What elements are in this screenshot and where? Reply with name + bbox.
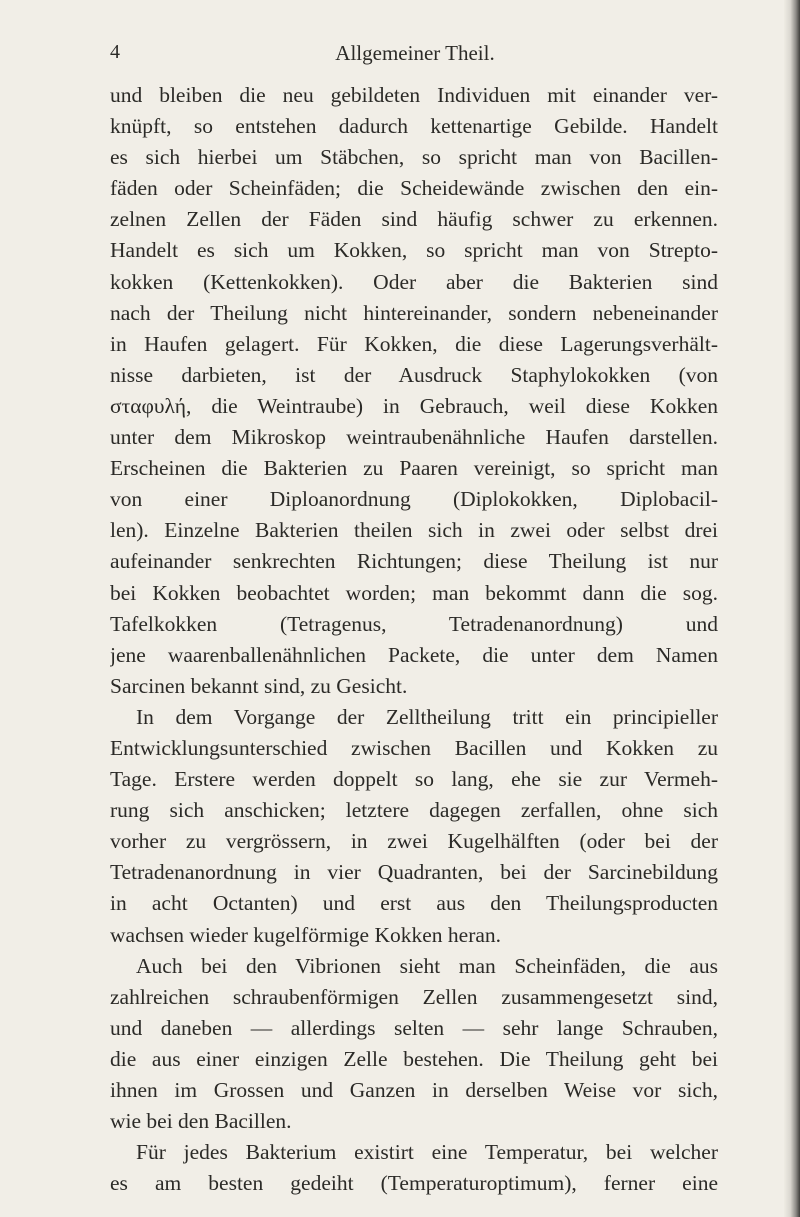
text-line: bei Kokken beobachtet worden; man bekommt dann die sog.: [110, 580, 718, 605]
text-line: die aus einer einzigen Zelle bestehen. Die Theilung geht bei: [110, 1046, 718, 1071]
text-line: nisse darbieten, ist der Ausdruck Staphylokokken (von: [110, 362, 718, 387]
text-line: fäden oder Scheinfäden; die Scheidewände zwischen den ein-: [110, 176, 718, 201]
text-line: Erscheinen die Bakterien zu Paaren vereinigt, so spricht man: [110, 456, 718, 481]
text-line: ihnen im Grossen und Ganzen in derselben Weise vor sich,: [110, 1078, 718, 1102]
text-line: knüpft, so entstehen dadurch kettenartige Gebilde. Handelt: [110, 114, 718, 139]
text-line: und daneben — allerdings selten — sehr lange Schrauben,: [110, 1015, 718, 1040]
text-line: kokken (Kettenkokken). Oder aber die Bakterien sind: [110, 269, 718, 294]
text-line: rung sich anschicken; letztere dagegen zerfallen, ohne sich: [110, 798, 718, 823]
text-line: Entwicklungsunterschied zwischen Bacillen und Kokken zu: [110, 735, 718, 760]
text-line: nach der Theilung nicht hintereinander, sondern nebeneinander: [110, 300, 718, 325]
text-line: Auch bei den Vibrionen sieht man Scheinfäden, die aus: [136, 953, 718, 978]
text-line: Handelt es sich um Kokken, so spricht man von Strepto-: [110, 238, 718, 263]
text-line: es sich hierbei um Stäbchen, so spricht man von Bacillen-: [110, 145, 718, 170]
page-header: [110, 41, 720, 71]
text-line: Tafelkokken (Tetragenus, Tetradenanordnung) und: [110, 611, 718, 636]
text-line: in Haufen gelagert. Für Kokken, die diese Lagerungsverhält-: [110, 331, 718, 356]
text-line: zahlreichen schraubenförmigen Zellen zusammengesetzt sind,: [110, 984, 718, 1009]
text-line: jene waarenballenähnlichen Packete, die unter dem Namen: [110, 642, 718, 667]
text-line: aufeinander senkrechten Richtungen; diese Theilung ist nur: [110, 549, 718, 574]
text-line: Tetradenanordnung in vier Quadranten, bei der Sarcinebildung: [110, 860, 718, 885]
page-number: 4: [110, 41, 120, 63]
text-line: wachsen wieder kugelförmige Kokken heran.: [110, 922, 502, 947]
text-line: unter dem Mikroskop weintraubenähnliche Haufen darstellen.: [110, 425, 718, 450]
text-line: in acht Octanten) und erst aus den Theilungsproducten: [110, 891, 718, 916]
text-line: wie bei den Bacillen.: [110, 1109, 292, 1134]
text-line: von einer Diploanordnung (Diplokokken, Diplobacil-: [110, 487, 718, 512]
text-line: es am besten gedeiht (Temperaturoptimum), ferner eine: [110, 1171, 718, 1196]
text-line: vorher zu vergrössern, in zwei Kugelhälften (oder bei der: [110, 829, 718, 854]
text-line: Sarcinen bekannt sind, zu Gesicht.: [110, 673, 408, 698]
text-line: In dem Vorgange der Zelltheilung tritt ein principieller: [136, 704, 718, 729]
text-line: und bleiben die neu gebildeten Individuen mit einander ver-: [110, 83, 718, 107]
page-edge-shadow: [784, 0, 800, 1217]
text-line: len). Einzelne Bakterien theilen sich in zwei oder selbst drei: [110, 518, 718, 543]
text-line: σταφυλή, die Weintraube) in Gebrauch, weil diese Kokken: [110, 393, 718, 418]
running-head: Allgemeiner Theil.: [335, 41, 495, 65]
body-text: [110, 80, 718, 1199]
text-line: Für jedes Bakterium existirt eine Temperatur, bei welcher: [136, 1140, 718, 1165]
text-line: zelnen Zellen der Fäden sind häufig schwer zu erkennen.: [110, 207, 718, 232]
text-line: Tage. Erstere werden doppelt so lang, ehe sie zur Vermeh-: [110, 767, 718, 792]
